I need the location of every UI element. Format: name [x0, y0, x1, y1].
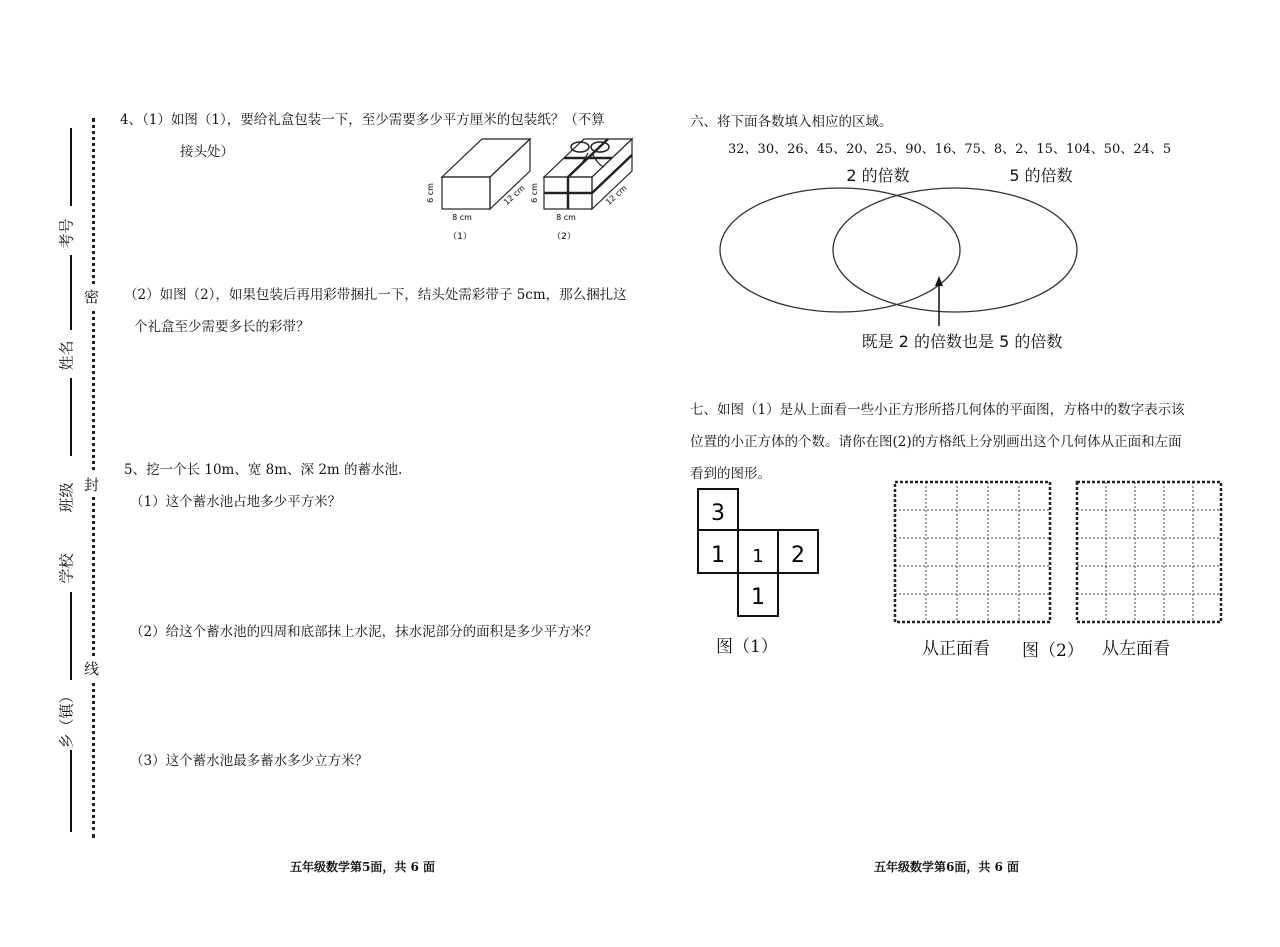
q5-sub3: （3）这个蓄水池最多蓄水多少立方米？ [130, 753, 369, 769]
box2-height-label: 6 cm [530, 183, 539, 203]
left-view-grid-paper [1074, 478, 1226, 628]
cell-count: 2 [791, 543, 805, 568]
cell-count: 1 [752, 546, 764, 567]
township-label: 乡（镇） [57, 688, 76, 749]
top-view-grid [694, 486, 824, 620]
q5-sub2: （2）给这个蓄水池的四周和底部抹上水泥，抹水泥部分的面积是多少平方米？ [130, 624, 598, 640]
seal-char-feng: 封 [84, 472, 99, 497]
right-footer: 五年级数学第6面，共 6 面 [874, 860, 1020, 874]
venn-label-left: 2 的倍数 [846, 166, 910, 185]
q4-part1-line2: 接头处） [180, 144, 234, 160]
front-view-caption: 从正面看 [922, 639, 990, 659]
q7-line2: 位置的小正方体的个数。请你在图(2)的方格纸上分别画出这个几何体从正面和左面 [690, 434, 1182, 450]
q6-number-list: 32、30、26、45、20、25、90、16、75、8、2、15、104、50、24、5 [728, 142, 1172, 157]
exam-number-label: 考号 [57, 218, 76, 249]
box2-caption: （2） [552, 232, 576, 242]
q4-part2-line2: 个礼盒至少需要多长的彩带？ [134, 319, 310, 335]
underline [70, 128, 72, 206]
box1-depth-label: 12 cm [502, 183, 527, 207]
gift-box-figures [420, 135, 660, 247]
venn-label-right: 5 的倍数 [1009, 166, 1073, 185]
cell-count: 1 [751, 585, 765, 610]
box2-depth-label: 12 cm [604, 183, 629, 207]
cell-count: 3 [711, 501, 725, 526]
venn-diagram [700, 160, 1100, 360]
underline [70, 378, 72, 456]
underline [70, 255, 72, 330]
box2-width-label: 8 cm [556, 213, 576, 222]
box1-width-label: 8 cm [452, 213, 472, 222]
overlap-arrowhead [935, 276, 943, 286]
left-footer: 五年级数学第5面，共 6 面 [290, 860, 436, 874]
box1-caption: （1） [448, 232, 472, 242]
school-label: 学校 [57, 553, 76, 584]
class-label: 班级 [57, 482, 76, 513]
cell-count: 1 [711, 543, 725, 568]
name-label: 姓名 [57, 340, 76, 371]
venn-ellipse-left [720, 188, 960, 312]
underline [70, 750, 72, 832]
fig2-caption: 图（2） [1022, 641, 1084, 661]
seal-char-xian: 线 [84, 656, 99, 681]
q7-line1: 七、如图（1）是从上面看一些小正方形所搭几何体的平面图，方格中的数字表示该 [690, 402, 1185, 418]
front-view-grid-paper [892, 478, 1056, 628]
q4-part2-line1: （2）如图（2），如果包装后再用彩带捆扎一下，结头处需彩带子 5cm，那么捆扎这 [124, 287, 627, 303]
fig1-caption: 图（1） [716, 637, 778, 657]
underline [70, 592, 72, 680]
left-view-caption: 从左面看 [1102, 639, 1170, 659]
q5-title: 5、挖一个长 10m、宽 8m、深 2m 的蓄水池. [124, 462, 403, 478]
venn-ellipse-right [833, 188, 1077, 312]
q6-title: 六、将下面各数填入相应的区域。 [690, 114, 893, 130]
q4-part1-line1: 4、（1）如图（1），要给礼盒包装一下，至少需要多少平方厘米的包装纸？（不算 [120, 112, 605, 128]
seal-char-mi: 密 [84, 284, 99, 309]
q5-sub1: （1）这个蓄水池占地多少平方米？ [130, 494, 342, 510]
box1-height-label: 6 cm [426, 183, 435, 203]
venn-overlap-label: 既是 2 的倍数也是 5 的倍数 [861, 332, 1063, 351]
q7-line3: 看到的图形。 [690, 466, 771, 482]
